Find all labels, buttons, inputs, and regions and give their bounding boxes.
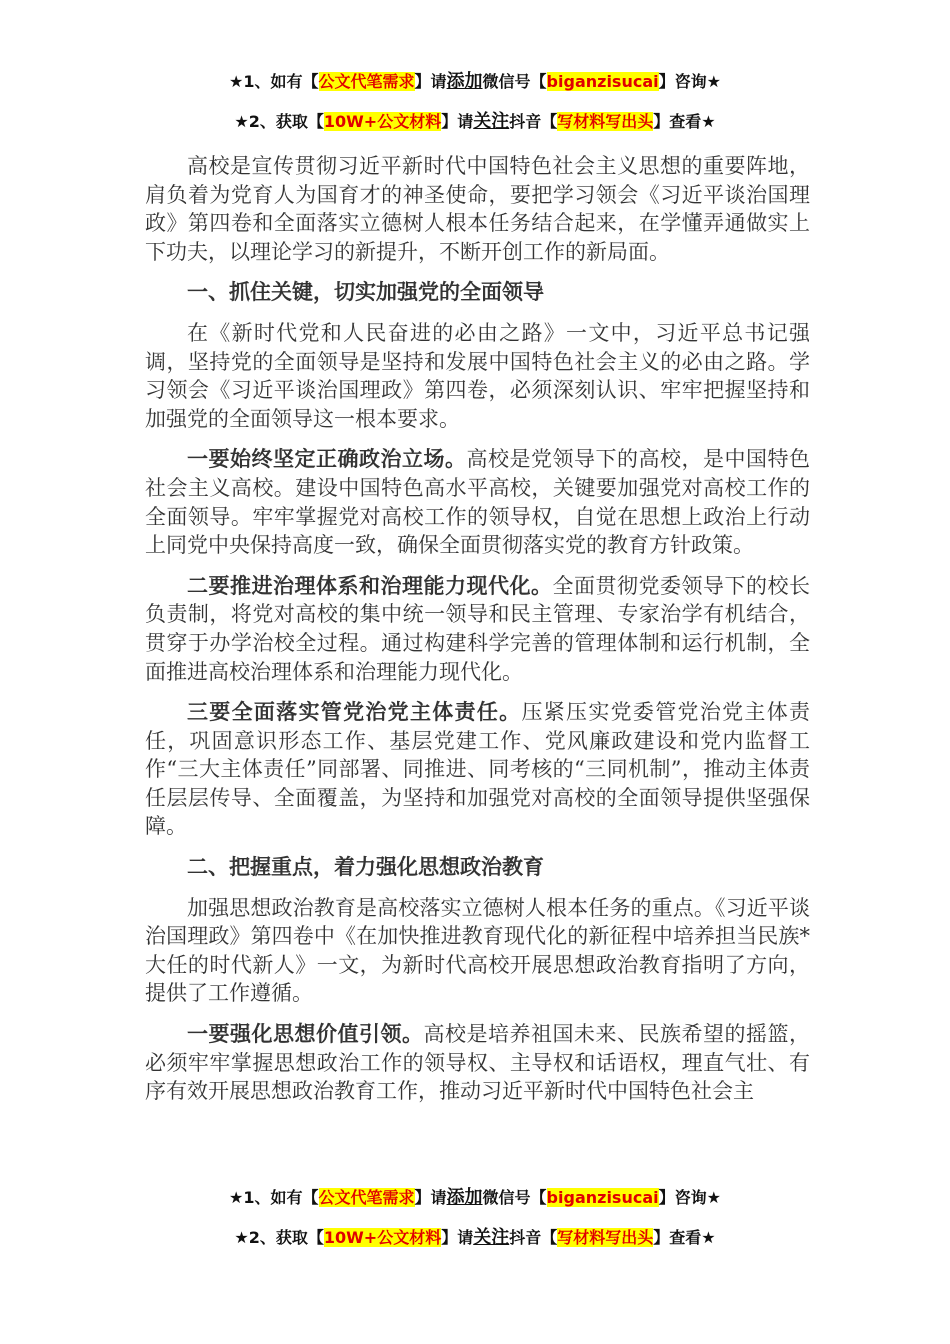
paragraph-text: 高校是党领导下的高校，是中国特色社会主义高校。建设中国特色高水平高校，关键要加强党对高校工作的全面领导。牢牢掌握党对高校工作的领导权，自觉在思想上政治上行动上同党中央保持高度一致，确保全面贯彻落实党的教育方针政策。 bbox=[145, 447, 810, 558]
banner-underline: 添加 bbox=[446, 71, 483, 92]
banner-highlight: 10W+公文材料 bbox=[323, 1228, 442, 1247]
banner-text: ★1、如有【 bbox=[229, 72, 319, 91]
footer-banner-line2 bbox=[0, 1227, 950, 1249]
paragraph-3 bbox=[145, 572, 810, 686]
banner-underline: 添加 bbox=[446, 1187, 483, 1208]
paragraph-1: 在《新时代党和人民奋进的必由之路》一文中，习近平总书记强调，坚持党的全面领导是坚持和发展中国特色社会主义的必由之路。学习领会《习近平谈治国理政》第四卷，必须深刻认识、牢牢把握坚持和加强党的全面领导这一根本要求。 bbox=[145, 320, 810, 431]
banner-underline: 关注 bbox=[473, 1227, 510, 1248]
paragraph-text: 压紧压实党委管党治党主体责任，巩固意识形态工作、基层党建工作、党风廉政建设和党内监督工作“三大主体责任”同部署、同推进、同考核的“三同机制”，推动主体责任层层传导、全面覆盖，为坚持和加强党对高校的全面领导提供坚强保障。 bbox=[145, 700, 811, 839]
paragraph-lead: 一要始终坚定正确政治立场。 bbox=[187, 447, 467, 472]
banner-highlight: 10W+公文材料 bbox=[323, 112, 442, 131]
paragraph-text: 高校是培养祖国未来、民族希望的摇篮，必须牢牢掌握思想政治工作的领导权、主导权和话语权，理直气壮、有序有效开展思想政治教育工作，推动习近平新时代中国特色社会主 bbox=[145, 1022, 810, 1104]
banner-highlight: biganzisucai bbox=[546, 72, 659, 91]
header-banner-line1 bbox=[0, 71, 950, 93]
banner-text: ★2、获取【 bbox=[234, 1228, 324, 1247]
banner-text: 】请 bbox=[414, 72, 447, 91]
banner-text: 微信号【 bbox=[482, 1188, 547, 1207]
section-heading-1: 一、抓住关键，切实加强党的全面领导 bbox=[187, 280, 544, 305]
banner-highlight: 公文代笔需求 bbox=[318, 72, 415, 91]
banner-text: 】请 bbox=[414, 1188, 447, 1207]
paragraph-text: 全面贯彻党委领导下的校长负责制，将党对高校的集中统一领导和民主管理、专家治学有机结合，贯穿于办学治校全过程。通过构建科学完善的管理体制和运行机制，全面推进高校治理体系和治理能力现代化。 bbox=[145, 573, 810, 684]
footer-banner-line1 bbox=[0, 1187, 950, 1209]
banner-highlight: 写材料写出头 bbox=[557, 1228, 654, 1247]
banner-text: 】查看★ bbox=[653, 112, 716, 131]
document-body bbox=[145, 152, 810, 1118]
banner-text: ★1、如有【 bbox=[229, 1188, 319, 1207]
banner-text: 】请 bbox=[441, 1228, 474, 1247]
paragraph-4 bbox=[145, 698, 810, 841]
paragraph-lead: 一要强化思想价值引领。 bbox=[187, 1022, 424, 1047]
intro-paragraph: 高校是宣传贯彻习近平新时代中国特色社会主义思想的重要阵地，肩负着为党育人为国育才的神圣使命，要把学习领会《习近平谈治国理政》第四卷和全面落实立德树人根本任务结合起来，在学懂弄通做实上下功夫，以理论学习的新提升，不断开创工作的新局面。 bbox=[145, 154, 810, 264]
paragraph-5: 加强思想政治教育是高校落实立德树人根本任务的重点。《习近平谈治国理政》第四卷中《在加快推进教育现代化的新征程中培养担当民族*大任的时代新人》一文，为新时代高校开展思想政治教育指明了方向，提供了工作遵循。 bbox=[145, 895, 810, 1006]
banner-text: 】查看★ bbox=[653, 1228, 716, 1247]
banner-text: 抖音【 bbox=[509, 112, 558, 131]
banner-text: ★2、获取【 bbox=[234, 112, 324, 131]
banner-highlight: biganzisucai bbox=[546, 1188, 659, 1207]
paragraph-lead: 二要推进治理体系和治理能力现代化。 bbox=[187, 573, 553, 598]
banner-text: 】请 bbox=[441, 112, 474, 131]
banner-text: 】咨询★ bbox=[658, 1188, 721, 1207]
header-banner-line2 bbox=[0, 111, 950, 133]
paragraph-lead: 三要全面落实管党治党主体责任。 bbox=[187, 700, 522, 725]
banner-text: 抖音【 bbox=[509, 1228, 558, 1247]
section-heading-2: 二、把握重点，着力强化思想政治教育 bbox=[187, 855, 544, 880]
paragraph-2 bbox=[145, 445, 810, 559]
banner-highlight: 写材料写出头 bbox=[557, 112, 654, 131]
banner-highlight: 公文代笔需求 bbox=[318, 1188, 415, 1207]
banner-text: 】咨询★ bbox=[658, 72, 721, 91]
banner-text: 微信号【 bbox=[482, 72, 547, 91]
paragraph-6 bbox=[145, 1020, 810, 1106]
banner-underline: 关注 bbox=[473, 111, 510, 132]
